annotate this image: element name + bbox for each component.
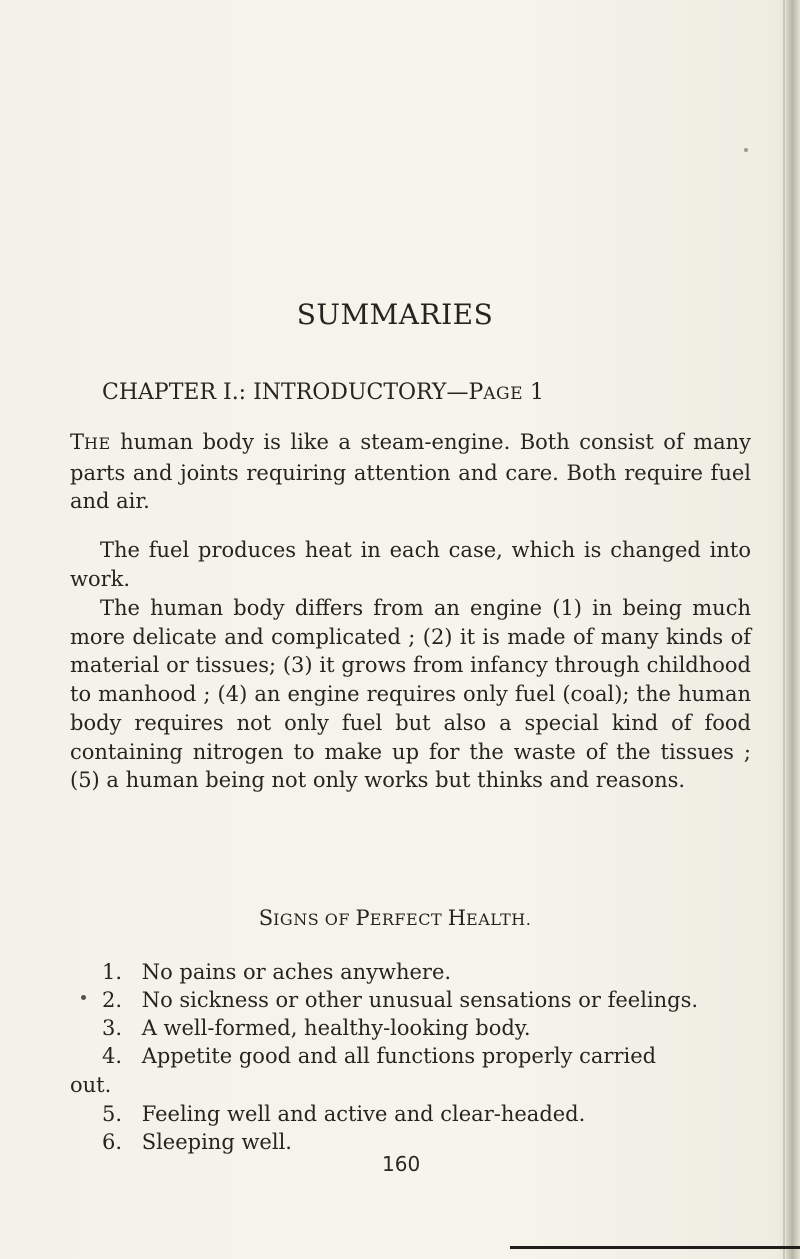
paragraph-lead-cap: T <box>70 430 85 454</box>
list-item-number: 3. <box>102 1016 123 1040</box>
section-heading-part: IGNS OF <box>273 910 356 929</box>
list-item-text: Sleeping well. <box>141 1130 292 1154</box>
chapter-heading-text: CHAPTER I.: INTRODUCTORY— <box>102 380 469 405</box>
list-item <box>70 986 751 1015</box>
list-item-number: 4. <box>102 1044 123 1068</box>
chapter-page-number: 1 <box>530 380 545 405</box>
section-heading-part: EALTH. <box>466 910 532 929</box>
list-item-number: 6. <box>102 1130 123 1154</box>
list-item-number: 2. <box>102 988 123 1012</box>
section-heading <box>0 906 790 930</box>
list-item-number: 1. <box>102 960 123 984</box>
chapter-page-label-rest: AGE <box>483 384 524 404</box>
list-item-continuation: out. <box>70 1073 112 1097</box>
chapter-heading <box>102 380 544 405</box>
list-item <box>70 1042 751 1071</box>
page-edge-line <box>783 0 785 1259</box>
paper-speck <box>744 148 748 152</box>
section-heading-part: ERFECT <box>369 910 448 929</box>
list-item <box>70 1014 751 1043</box>
list-item <box>70 1100 751 1129</box>
section-heading-cap: S <box>258 906 274 930</box>
paragraph-lead-rest: HE <box>84 434 111 453</box>
book-spine-edge <box>786 0 800 1259</box>
paragraph-differences: The human body differs from an engine (1) in being much more delicate and complicated ; (2) it is made of many kinds of material or tissues; (3) it grows from infancy through childhood to manhood ; (4) an engine requires only fuel (coal); the human body requires not only fuel but also a special kind of food containing nitrogen to make up for the waste of the tissues ; (5) a human being not only works but thinks and reasons. <box>70 596 751 793</box>
list-item-text: No pains or aches anywhere. <box>141 960 452 984</box>
paragraph-fuel: The fuel produces heat in each case, which is changed into work. <box>70 538 751 591</box>
list-item-text: Appetite good and all functions properly carried <box>141 1044 657 1068</box>
list-item-text: Feeling well and active and clear-headed. <box>141 1102 586 1126</box>
paragraph-intro <box>70 428 751 516</box>
list-item-text: A well-formed, healthy-looking body. <box>141 1016 531 1040</box>
list-item <box>70 958 751 987</box>
list-item-number: 5. <box>102 1102 123 1126</box>
page-title: SUMMARIES <box>296 298 494 331</box>
chapter-page-label-cap: P <box>468 380 484 405</box>
section-heading-cap: H <box>447 906 467 930</box>
page-bottom-shadow <box>510 1246 800 1249</box>
page-number: 160 <box>382 1152 421 1176</box>
section-heading-cap: P <box>355 906 370 930</box>
paragraph-intro-text: human body is like a steam-engine. Both consist of many parts and joints requiring attention and care. Both require fuel and air. <box>70 430 751 514</box>
list-item-text: No sickness or other unusual sensations or feelings. <box>141 988 699 1012</box>
